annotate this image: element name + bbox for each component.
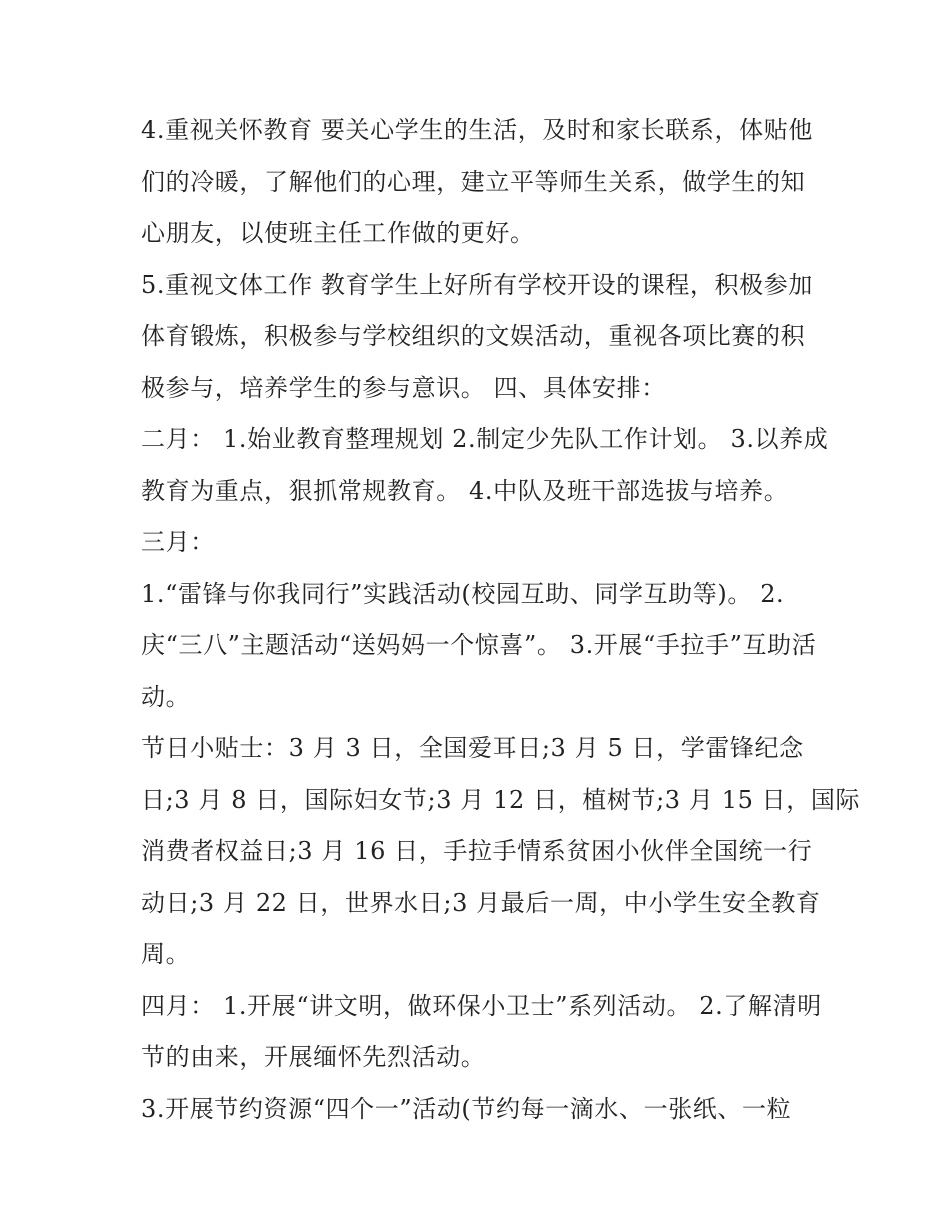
text-line: 4.重视关怀教育 要关心学生的生活，及时和家长联系，体贴他 (141, 116, 813, 144)
text-line: 动日;3 月 22 日，世界水日;3 月最后一周，中小学生安全教育 (141, 888, 821, 917)
text-line: 心朋友，以使班主任工作做的更好。 (141, 219, 535, 247)
text-line: 消费者权益日;3 月 16 日，手拉手情系贫困小伙伴全国统一行 (141, 837, 813, 865)
text-line: 四月： 1.开展“讲文明，做环保小卫士”系列活动。 2.了解清明 (141, 991, 822, 1020)
text-line: 节日小贴士：3 月 3 日，全国爱耳日;3 月 5 日，学雷锋纪念 (141, 734, 804, 762)
text-line: 5.重视文体工作 教育学生上好所有学校开设的课程，积极参加 (141, 270, 813, 299)
text-line: 三月： (141, 528, 215, 556)
text-line: 庆“三八”主题活动“送妈妈一个惊喜”。 3.开展“手拉手”互助活 (141, 631, 817, 659)
text-line: 日;3 月 8 日，国际妇女节;3 月 12 日，植树节;3 月 15 日，国际 (141, 785, 861, 814)
text-line: 3.开展节约资源“四个一”活动(节约每一滴水、一张纸、一粒 (141, 1094, 792, 1123)
text-line: 1.“雷锋与你我同行”实践活动(校园互助、同学互助等)。 2. (141, 579, 785, 608)
text-line: 体育锻炼，积极参与学校组织的文娱活动，重视各项比赛的积 (141, 322, 806, 350)
text-line: 们的冷暖，了解他们的心理，建立平等师生关系，做学生的知 (141, 167, 806, 196)
text-line: 二月： 1.始业教育整理规划 2.制定少先队工作计划。 3.以养成 (141, 425, 829, 453)
document-body (141, 105, 861, 1135)
text-line: 周。 (141, 940, 191, 968)
text-line: 教育为重点，狠抓常规教育。 4.中队及班干部选拔与培养。 (141, 476, 789, 505)
text-line: 节的由来，开展缅怀先烈活动。 (141, 1043, 486, 1071)
text-line: 极参与，培养学生的参与意识。 四、具体安排： (141, 373, 666, 402)
text-line: 动。 (141, 682, 191, 711)
